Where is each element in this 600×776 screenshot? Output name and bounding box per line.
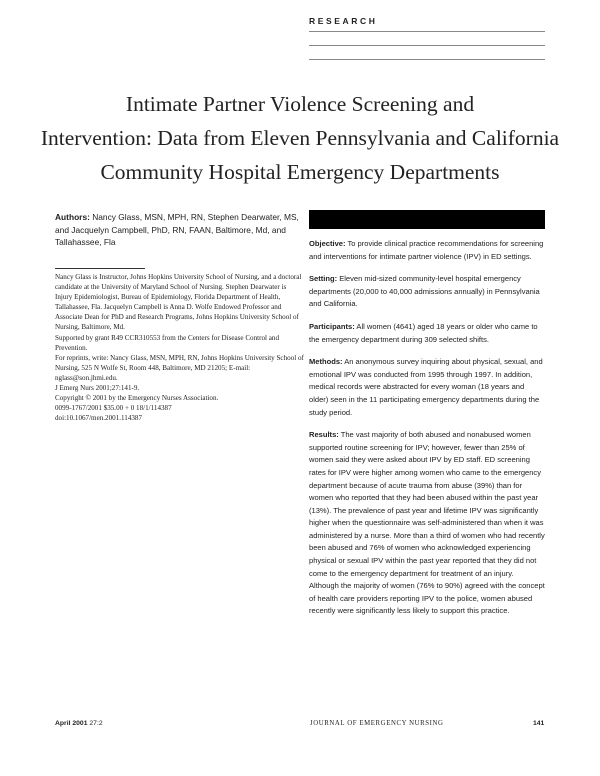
section-label: RESEARCH <box>309 16 378 26</box>
abstract-methods <box>309 356 545 419</box>
abstract-label: Results: <box>309 430 339 440</box>
footer-volume: 27:2 <box>89 720 103 727</box>
footnote-doi: doi:10.1067/men.2001.114387 <box>55 414 143 423</box>
abstract-header-bar <box>309 210 545 229</box>
footnote-reprints: For reprints, write: Nancy Glass, MSN, MPH, RN, Johns Hopkins University School of Nursing, 525 N Wolfe St, Room 448, Baltimore, MD 21205; E-mail: nglass@son.jhmi.edu. <box>55 353 304 382</box>
header-rule-1 <box>309 31 545 32</box>
footer-journal: JOURNAL OF EMERGENCY NURSING <box>310 720 444 727</box>
footer-month: April 2001 <box>55 720 88 727</box>
footnote-citation: J Emerg Nurs 2001;27:141-9. <box>55 384 140 393</box>
footer-issue <box>55 720 103 727</box>
abstract-setting <box>309 273 545 311</box>
abstract-results <box>309 429 545 618</box>
abstract-objective <box>309 238 545 263</box>
abstract <box>309 238 545 628</box>
authors-block <box>55 211 300 249</box>
abstract-text: An anonymous survey inquiring about physical, sexual, and emotional IPV was conducted from 1995 through 1997. In addition, medical records were abstracted for every woman (18 years and older) seen in the 11 participating emergency departments during the study period. <box>309 357 543 417</box>
abstract-text: The vast majority of both abused and nonabused women supported routine screening for IPV; however, fewer than 25% of women said they were asked about IPV by ED staff. ED screening rates for IPV were higher among women who came to the emergency department because of acute trauma from abuse (39%) than for women who reported that they had been abused within the past year (13%). The prevalence of past year and lifetime IPV was significantly higher when the questionnaire was self-administered than when it was administered by a nurse. More than a third of women who had recently been abused and 76% of women who acknowledged experiencing physical or sexual IPV within the past year reported that they did not come to the emergency department for treatment of an injury. Although the majority of women (76% to 90%) agreed with the concept of health care providers reporting IPV to the police, women abused recently were significantly less likely to support this practice. <box>309 430 545 616</box>
abstract-label: Setting: <box>309 274 338 284</box>
header-rule-3 <box>309 59 545 60</box>
title-line: Intervention: Data from Eleven Pennsylvania and California <box>40 126 560 150</box>
abstract-text: To provide clinical practice recommendations for screening and interventions for intimate partner violence (IPV) in ED settings. <box>309 239 544 261</box>
abstract-text: Eleven mid-sized community-level hospital emergency departments (20,000 to 40,000 admissions annually) in Pennsylvania and California. <box>309 274 540 309</box>
footnote-affiliations: Nancy Glass is Instructor, Johns Hopkins University School of Nursing, and a doctoral candidate at the University of Maryland School of Nursing. Stephen Dearwater is Injury Epidemiologist, Bureau of Epidemiology, Florida Department of Health, Tallahassee, Fla. Jacquelyn Campbell is Anna D. Wolfe Endowed Professor and Associate Dean for PhD and Research Programs, Johns Hopkins University School of Nursing, Baltimore, Md. <box>55 273 302 332</box>
footnote-rule <box>55 268 145 269</box>
footnote-copyright: Copyright © 2001 by the Emergency Nurses Association. <box>55 394 219 403</box>
footnote-issn: 0099-1767/2001 $35.00 + 0 18/1/114387 <box>55 404 172 413</box>
abstract-label: Methods: <box>309 357 343 367</box>
author-footnotes <box>55 272 305 423</box>
title-line: Community Hospital Emergency Departments <box>100 160 500 184</box>
header-rule-2 <box>309 45 545 46</box>
article-title <box>40 87 560 189</box>
abstract-label: Participants: <box>309 321 355 331</box>
abstract-text: All women (4641) aged 18 years or older who came to the emergency department during 309 selected shifts. <box>309 321 538 344</box>
title-line: Intimate Partner Violence Screening and <box>125 92 475 116</box>
footnote-grant: Supported by grant R49 CCR310553 from the Centers for Disease Control and Prevention. <box>55 333 280 352</box>
authors-text: Nancy Glass, MSN, MPH, RN, Stephen Dearwater, MS, and Jacquelyn Campbell, PhD, RN, FAAN, Baltimore, Md, and Tallahassee, Fla <box>55 212 299 247</box>
abstract-participants <box>309 321 545 346</box>
footer-page-number: 141 <box>533 720 545 727</box>
abstract-label: Objective: <box>309 239 346 248</box>
authors-label: Authors: <box>55 212 90 222</box>
